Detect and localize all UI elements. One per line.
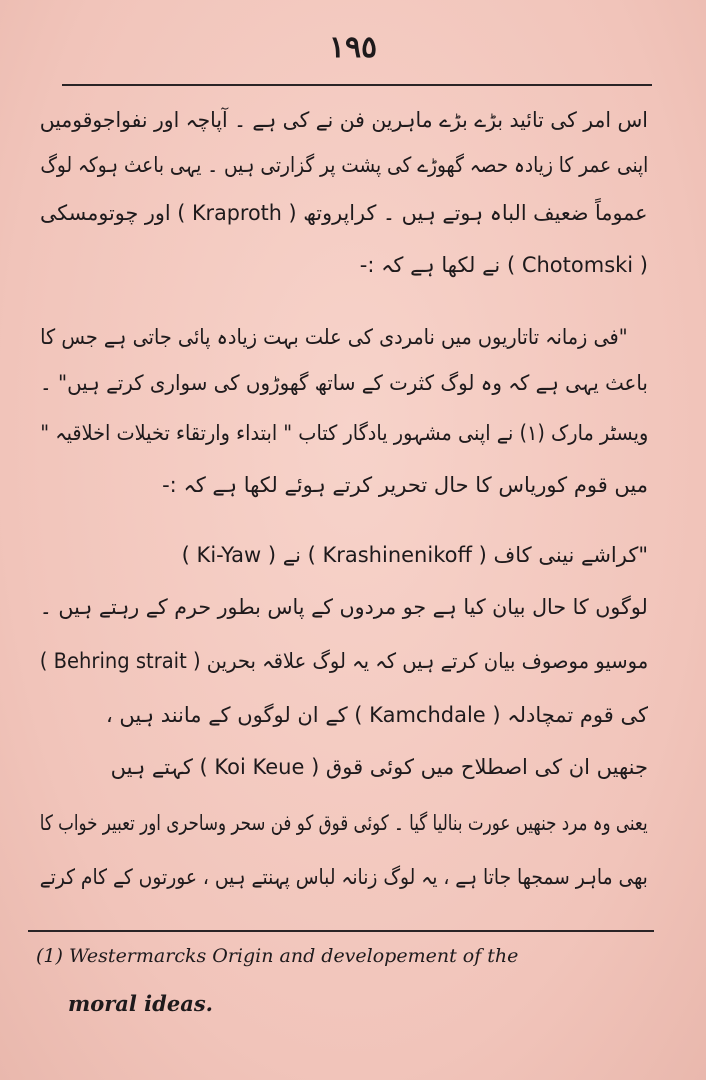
quote-line: بھی ماہر سمجھا جاتا ہے ، یہ لوگ زنانہ لباس پہنتے ہیں ، عورتوں کے کام کرتے <box>39 865 648 889</box>
footnote-line: (1) Westermarcks Origin and developement of the <box>36 945 519 967</box>
page-number: ١٩٥ <box>328 30 378 65</box>
header-rule <box>62 84 652 86</box>
text-line: عموماً ضعیف الباہ ہوتے ہیں ۔ کراپروتھ ( Kraproth ) اور چوتومسکی <box>40 201 648 225</box>
footnote-line: moral ideas. <box>68 991 213 1016</box>
text-line: ویسٹر مارک (۱) نے اپنی مشہور یادگار کتاب " ابتداء وارتقاء تخیلات اخلاقیہ " <box>40 421 648 445</box>
quote-line: یعنی وہ مرد جنھیں عورت بنالیا گیا ۔ کوئی قوق کو فن سحر وساحری اور تعبیر خواب کا <box>40 811 648 835</box>
quote-line: "فی زمانہ تاتاریوں میں نامردی کی علت بہت زیادہ پائی جاتی ہے جس کا <box>40 325 628 349</box>
quote-line: باعث یہی ہے کہ وہ لوگ کثرت کے ساتھ گھوڑوں کی سواری کرتے ہیں" ۔ <box>40 371 648 395</box>
quote-line: جنھیں ان کی اصطلاح میں کوئی قوق ( Koi Keue ) کہتے ہیں <box>110 755 648 779</box>
quote-line: لوگوں کا حال بیان کیا ہے جو مردوں کے پاس بطور حرم کے رہتے ہیں ۔ <box>40 595 648 619</box>
quote-line: کی قوم تمچادلہ ( Kamchdale ) کے ان لوگوں کے مانند ہیں ، <box>105 703 648 727</box>
text-line: اس امر کی تائید بڑے بڑے ماہرین فن نے کی ہے ۔ آپاچہ اور نفواجوقومیں <box>39 108 648 132</box>
text-line: ( Chotomski ) نے لکھا ہے کہ :- <box>359 253 648 277</box>
text-line: اپنی عمر کا زیادہ حصہ گھوڑے کی پشت پر گزارتی ہیں ۔ یہی باعث ہوکہ لوگ <box>39 153 648 177</box>
quote-line: "کراشے نینی کاف ( Krashinenikoff ) نے ( Ki-Yaw ) <box>181 543 648 567</box>
footnote-rule <box>28 930 654 932</box>
text-line: میں قوم کوریاس کا حال تحریر کرتے ہوئے لکھا ہے کہ :- <box>162 473 648 497</box>
quote-line: موسیو موصوف بیان کرتے ہیں کہ یہ لوگ علاقہ بحرین ( Behring strait ) <box>39 649 649 673</box>
